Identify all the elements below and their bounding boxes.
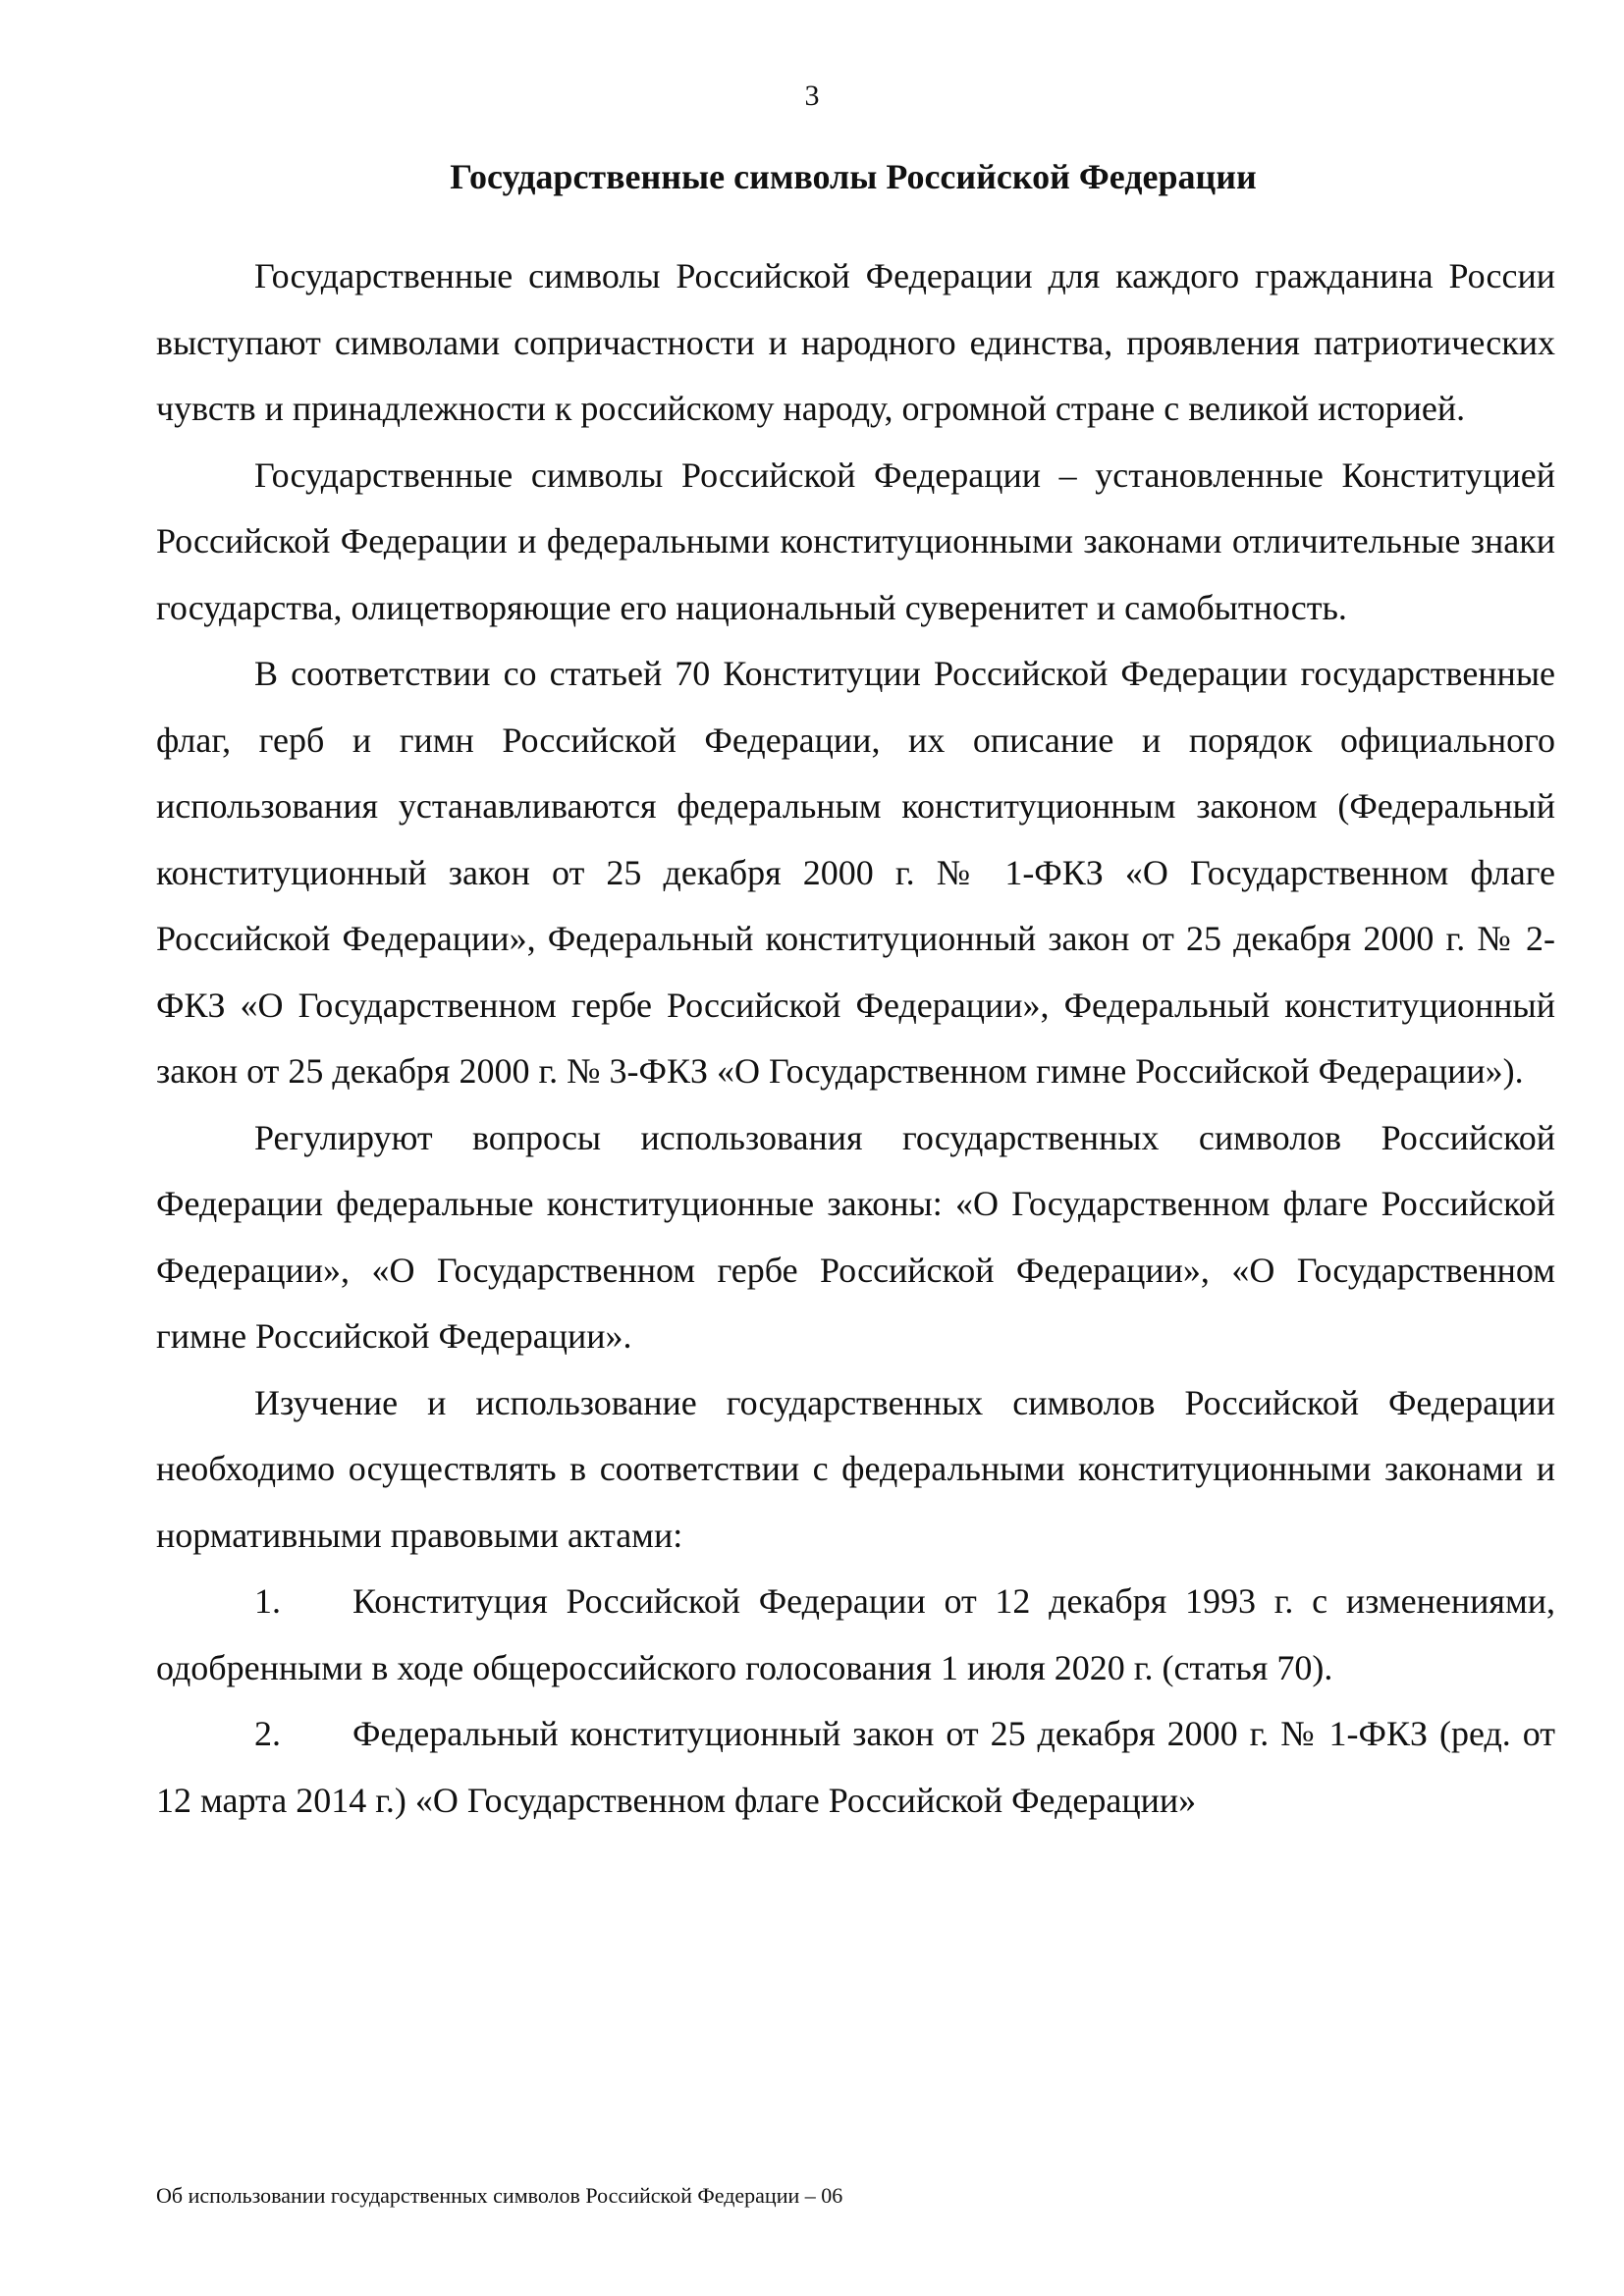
page-number: 3 <box>804 80 820 112</box>
list-item-text: Федеральный конституционный закон от 25 декабря 2000 г. № 1-ФКЗ (ред. от 12 марта 2014 г.) «О Государственном флаге Российской Федерации» <box>156 1714 1555 1820</box>
paragraph: Изучение и использование государственных символов Российской Федерации необходимо осуществлять в соответствии с федеральными конституционными законами и нормативными правовыми актами: <box>156 1382 1555 1555</box>
paragraph: Государственные символы Российской Федерации для каждого гражданина России выступают символами сопричастности и народного единства, проявления патриотических чувств и принадлежности к российскому народу, огромной стране с великой историей. <box>156 256 1555 428</box>
list-item-number: 1. <box>254 1581 281 1621</box>
list-item <box>156 1569 1555 1701</box>
list-item <box>156 1701 1555 1834</box>
paragraph: Государственные символы Российской Федерации – установленные Конституцией Российской Федерации и федеральными конституционными законами отличительные знаки государства, олицетворяющие его национальный суверенитет и самобытность. <box>156 454 1555 627</box>
document-body <box>156 243 1555 1834</box>
list-item-text: Конституция Российской Федерации от 12 декабря 1993 г. с изменениями, одобренными в ходе общероссийского голосования 1 июля 2020 г. (статья 70). <box>156 1581 1555 1687</box>
paragraph: Регулируют вопросы использования государственных символов Российской Федерации федеральные конституционные законы: «О Государственном флаге Российской Федерации», «О Государственном гербе Российской Федерации», «О Государственном гимне Российской Федерации». <box>156 1117 1555 1356</box>
page-footer: Об использовании государственных символов Российской Федерации – 06 <box>156 2183 843 2208</box>
list-item-number: 2. <box>254 1714 281 1753</box>
paragraph: В соответствии со статьей 70 Конституции Российской Федерации государственные флаг, герб и гимн Российской Федерации, их описание и порядок официального использования устанавливаются федеральным конституционным законом (Федеральный конституционный закон от 25 декабря 2000 г. № 1-ФКЗ «О Государственном флаге Российской Федерации», Федеральный конституционный закон от 25 декабря 2000 г. № 2-ФКЗ «О Государственном гербе Российской Федерации», Федеральный конституционный закон от 25 декабря 2000 г. № 3-ФКЗ «О Государственном гимне Российской Федерации»). <box>156 654 1555 1091</box>
page-title: Государственные символы Российской Федерации <box>450 157 1257 196</box>
